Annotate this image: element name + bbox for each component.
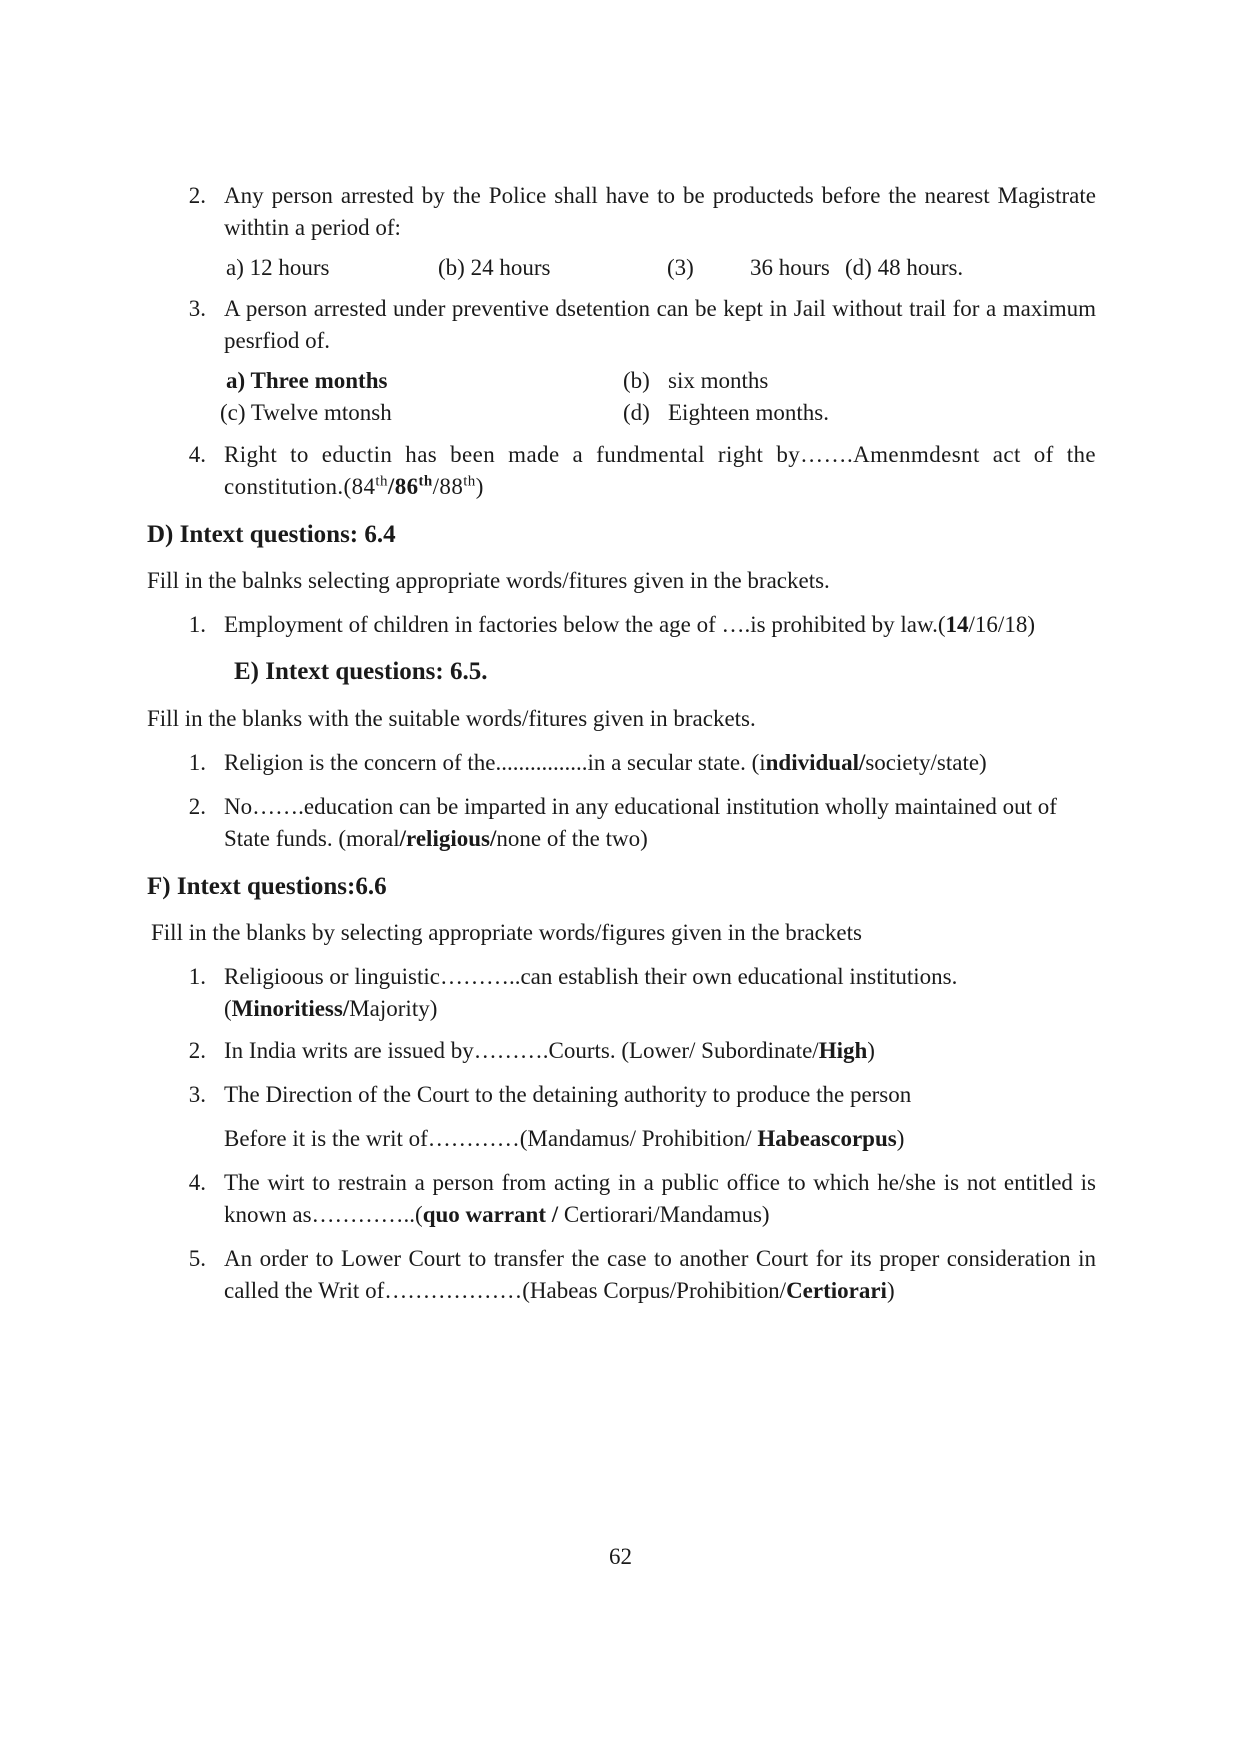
section-e-question-1 — [166, 747, 1096, 779]
option-c: 36 hours — [750, 255, 830, 280]
question-number: 2. — [188, 794, 206, 819]
question-text: The Direction of the Court to the detaining authority to produce the person Before it is the writ of…………(Mandamus/ Prohibition/ Habeascorpus) — [224, 1082, 912, 1151]
question-text: A person arrested under preventive dsetention can be kept in Jail without trail for a maximum pesrfiod of. — [224, 296, 1096, 353]
question-text: Employment of children in factories below the age of ….is prohibited by law.(14/16/18) — [224, 612, 1035, 637]
section-f-question-5 — [166, 1243, 1096, 1307]
section-f-question-3 — [166, 1079, 1096, 1155]
question-text: Right to eductin has been made a fundmental right by…….Amenmdesnt act of the constitution.(84th/86th/88th) — [224, 442, 1096, 499]
question-number: 1. — [188, 750, 206, 775]
option-b-label: (b) — [623, 368, 650, 393]
page-number: 62 — [609, 1544, 632, 1569]
section-instruction: Fill in the balnks selecting appropriate words/fitures given in the brackets. — [147, 568, 830, 593]
question-text: An order to Lower Court to transfer the case to another Court for its proper consideration in called the Writ of………………(Habeas Corpus/Prohibition/Certiorari) — [224, 1246, 1096, 1303]
question-number: 1. — [188, 964, 206, 989]
question-text: Any person arrested by the Police shall have to be producteds before the nearest Magistrate withtin a period of: — [224, 183, 1096, 240]
option-c-label: (3) — [667, 255, 694, 280]
section-instruction: Fill in the blanks by selecting appropriate words/figures given in the brackets — [151, 920, 862, 945]
section-heading: D) Intext questions: 6.4 — [147, 521, 396, 548]
option-b: six months — [668, 368, 769, 393]
question-text: Religion is the concern of the................in a secular state. (individual/society/state) — [224, 750, 987, 775]
question-number: 5. — [188, 1246, 206, 1271]
option-c: (c) Twelve mtonsh — [220, 400, 392, 425]
option-a: a) 12 hours — [226, 255, 330, 280]
section-f-question-2 — [166, 1035, 1096, 1067]
question-number: 3. — [188, 296, 206, 321]
section-heading: F) Intext questions:6.6 — [147, 873, 387, 900]
section-d-question-1 — [166, 609, 1096, 641]
section-f-question-4 — [166, 1167, 1096, 1231]
option-b: (b) 24 hours — [438, 255, 551, 280]
question-number: 2. — [188, 1038, 206, 1063]
section-heading: E) Intext questions: 6.5. — [234, 658, 488, 685]
question-3 — [166, 293, 1096, 357]
section-f-question-1 — [166, 961, 1096, 1025]
option-d: Eighteen months. — [668, 400, 829, 425]
question-number: 3. — [188, 1082, 206, 1107]
option-d: (d) 48 hours. — [845, 255, 964, 280]
question-text: Religioous or linguistic………..can establish their own educational institutions. (Minoritiess/Majority) — [224, 964, 958, 1021]
section-e-question-2 — [166, 791, 1096, 855]
question-number: 4. — [188, 1170, 206, 1195]
question-number: 4. — [188, 442, 206, 467]
section-instruction: Fill in the blanks with the suitable words/fitures given in brackets. — [147, 706, 756, 731]
question-number: 2. — [188, 183, 206, 208]
question-2 — [166, 180, 1096, 244]
option-d-label: (d) — [623, 400, 650, 425]
question-4 — [166, 439, 1096, 503]
question-text: No…….education can be imparted in any educational institution wholly maintained out of State funds. (moral/religious/none of the two) — [224, 794, 1057, 851]
question-text: The wirt to restrain a person from acting in a public office to which he/she is not entitled is known as…………..(quo warrant / Certiorari/Mandamus) — [224, 1170, 1096, 1227]
question-number: 1. — [188, 612, 206, 637]
option-a: a) Three months — [226, 368, 388, 393]
question-text: In India writs are issued by……….Courts. (Lower/ Subordinate/High) — [224, 1038, 875, 1063]
